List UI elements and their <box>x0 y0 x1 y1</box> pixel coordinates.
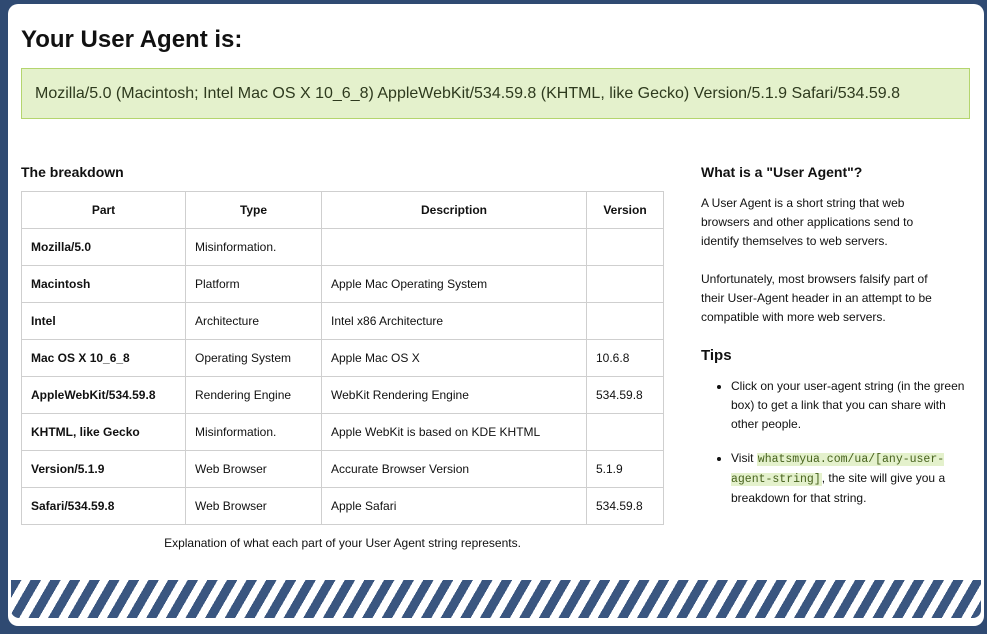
version-cell <box>587 266 664 303</box>
tip-text: Click on your user-agent string (in the green box) to get a link that you can share with other people. <box>731 379 965 431</box>
part-cell: KHTML, like Gecko <box>22 414 186 451</box>
table-row <box>22 488 664 525</box>
user-agent-string-box[interactable] <box>21 68 970 119</box>
table-row <box>22 303 664 340</box>
user-agent-string[interactable]: Mozilla/5.0 (Macintosh; Intel Mac OS X 10_6_8) AppleWebKit/534.59.8 (KHTML, like Gecko) Version/5.1.9 Safari/534.59.8 <box>35 84 901 102</box>
page-title: Your User Agent is: <box>21 26 243 53</box>
breakdown-table <box>21 191 664 525</box>
version-cell: 534.59.8 <box>587 377 664 414</box>
type-cell: Misinformation. <box>186 229 322 266</box>
type-cell: Web Browser <box>186 451 322 488</box>
part-cell: Macintosh <box>22 266 186 303</box>
type-cell: Rendering Engine <box>186 377 322 414</box>
tips-list <box>701 377 966 523</box>
part-cell: Safari/534.59.8 <box>22 488 186 525</box>
tip-item <box>731 377 966 434</box>
table-row <box>22 377 664 414</box>
version-cell: 534.59.8 <box>587 488 664 525</box>
tips-title: Tips <box>701 347 732 364</box>
breakdown-title: The breakdown <box>21 164 124 180</box>
type-cell: Misinformation. <box>186 414 322 451</box>
description-cell: Apple WebKit is based on KDE KHTML <box>322 414 587 451</box>
ua-explanation-paragraph: A User Agent is a short string that web browsers and other applications send to identify themselves to web servers. <box>701 196 914 248</box>
version-cell <box>587 303 664 340</box>
part-cell: AppleWebKit/534.59.8 <box>22 377 186 414</box>
table-row <box>22 451 664 488</box>
version-cell: 10.6.8 <box>587 340 664 377</box>
column-header-version: Version <box>587 192 664 229</box>
falsify-explanation-paragraph: Unfortunately, most browsers falsify part of their User-Agent header in an attempt to be compatible with more web servers. <box>701 272 932 324</box>
description-cell: Apple Mac Operating System <box>322 266 587 303</box>
part-cell: Mac OS X 10_6_8 <box>22 340 186 377</box>
tip-item <box>731 449 966 508</box>
column-header-part: Part <box>22 192 186 229</box>
description-cell <box>322 229 587 266</box>
type-cell: Platform <box>186 266 322 303</box>
tip-prefix: Visit <box>731 451 757 465</box>
tip-suffix: , the site will give you a breakdown for that string. <box>731 471 946 505</box>
table-row <box>22 229 664 266</box>
description-cell: Apple Mac OS X <box>322 340 587 377</box>
type-cell: Web Browser <box>186 488 322 525</box>
description-cell: Intel x86 Architecture <box>322 303 587 340</box>
part-cell: Mozilla/5.0 <box>22 229 186 266</box>
table-row <box>22 266 664 303</box>
version-cell <box>587 414 664 451</box>
column-header-type: Type <box>186 192 322 229</box>
part-cell: Intel <box>22 303 186 340</box>
type-cell: Operating System <box>186 340 322 377</box>
type-cell: Architecture <box>186 303 322 340</box>
version-cell: 5.1.9 <box>587 451 664 488</box>
table-header-row <box>22 192 664 229</box>
column-header-description: Description <box>322 192 587 229</box>
description-cell: Apple Safari <box>322 488 587 525</box>
version-cell <box>587 229 664 266</box>
part-cell: Version/5.1.9 <box>22 451 186 488</box>
what-is-ua-title: What is a "User Agent"? <box>701 164 863 180</box>
table-row <box>22 414 664 451</box>
description-cell: Accurate Browser Version <box>322 451 587 488</box>
table-caption: Explanation of what each part of your User Agent string represents. <box>164 536 521 550</box>
ua-url-code: whatsmyua.com/ua/[any-user-agent-string] <box>731 453 945 486</box>
footer-stripe-band <box>11 580 981 618</box>
description-cell: WebKit Rendering Engine <box>322 377 587 414</box>
table-row <box>22 340 664 377</box>
content-card <box>8 4 984 626</box>
